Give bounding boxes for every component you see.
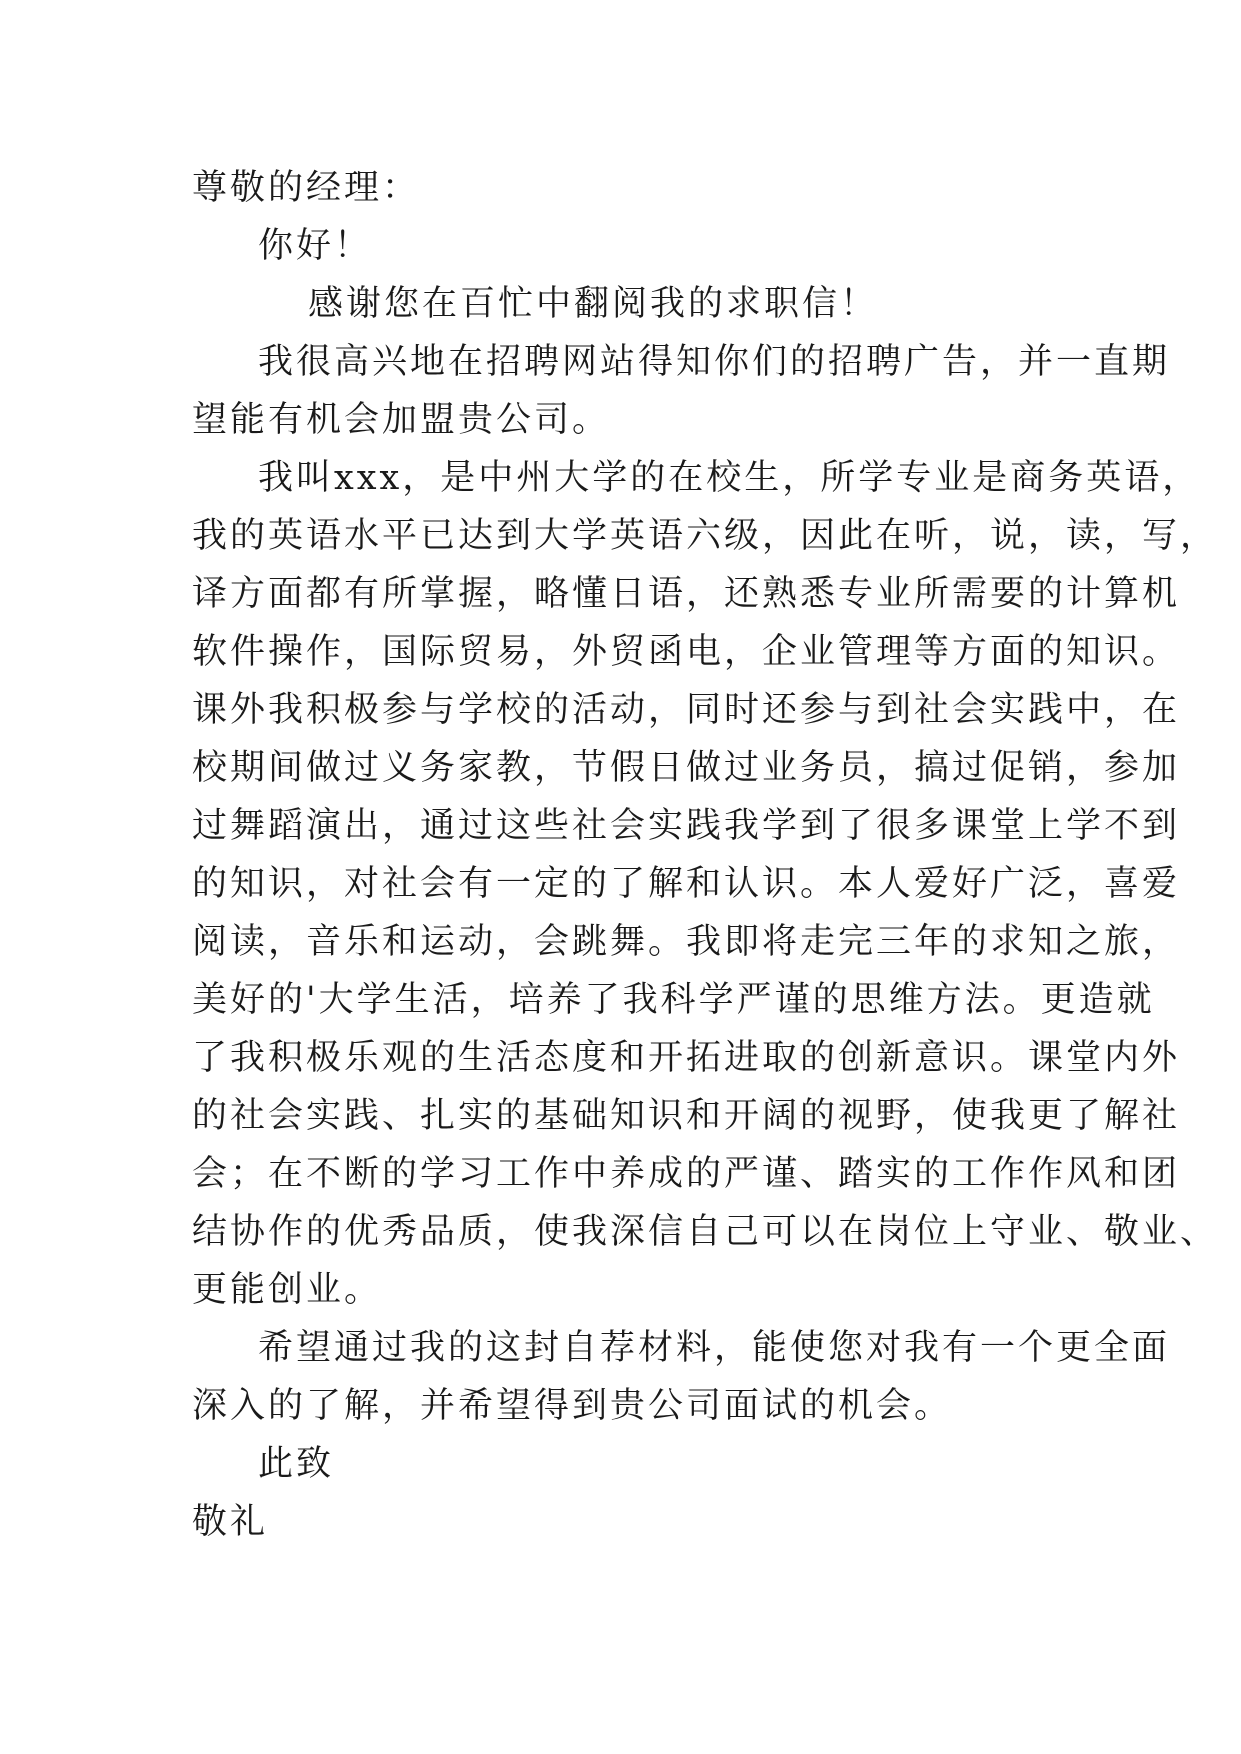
paragraph-line: 结协作的优秀品质，使我深信自己可以在岗位上守业、敬业、 xyxy=(192,1212,1219,1252)
paragraph-line: 课外我积极参与学校的活动，同时还参与到社会实践中，在 xyxy=(192,690,1181,730)
paragraph-line: 我叫xxx，是中州大学的在校生，所学专业是商务英语， xyxy=(258,458,1201,498)
salutation: 尊敬的经理： xyxy=(192,168,421,208)
regards: 敬礼 xyxy=(192,1502,269,1542)
paragraph-line: 我的英语水平已达到大学英语六级，因此在听，说，读，写， xyxy=(192,516,1219,556)
paragraph-line: 希望通过我的这封自荐材料，能使您对我有一个更全面 xyxy=(258,1328,1171,1368)
paragraph-line: 软件操作，国际贸易，外贸函电，企业管理等方面的知识。 xyxy=(192,632,1181,672)
thanks-line: 感谢您在百忙中翻阅我的求职信！ xyxy=(308,284,879,324)
paragraph-line: 更能创业。 xyxy=(192,1270,383,1310)
paragraph-line: 了我积极乐观的生活态度和开拓进取的创新意识。课堂内外 xyxy=(192,1038,1181,1078)
paragraph-line: 译方面都有所掌握，略懂日语，还熟悉专业所需要的计算机 xyxy=(192,574,1181,614)
paragraph-line: 阅读，音乐和运动，会跳舞。我即将走完三年的求知之旅， xyxy=(192,922,1181,962)
paragraph-line: 校期间做过义务家教，节假日做过业务员，搞过促销，参加 xyxy=(192,748,1181,788)
paragraph-line: 我很高兴地在招聘网站得知你们的招聘广告，并一直期 xyxy=(258,342,1171,382)
paragraph-line: 深入的了解，并希望得到贵公司面试的机会。 xyxy=(192,1386,953,1426)
paragraph-line: 会；在不断的学习工作中养成的严谨、踏实的工作作风和团 xyxy=(192,1154,1181,1194)
paragraph-line: 的社会实践、扎实的基础知识和开阔的视野，使我更了解社 xyxy=(192,1096,1181,1136)
paragraph-line: 望能有机会加盟贵公司。 xyxy=(192,400,611,440)
paragraph-line: 的知识，对社会有一定的了解和认识。本人爱好广泛，喜爱 xyxy=(192,864,1181,904)
paragraph-line: 过舞蹈演出，通过这些社会实践我学到了很多课堂上学不到 xyxy=(192,806,1181,846)
paragraph-line: 美好的'大学生活，培养了我科学严谨的思维方法。更造就 xyxy=(192,980,1155,1020)
closing: 此致 xyxy=(258,1444,335,1484)
greeting: 你好！ xyxy=(258,226,373,266)
